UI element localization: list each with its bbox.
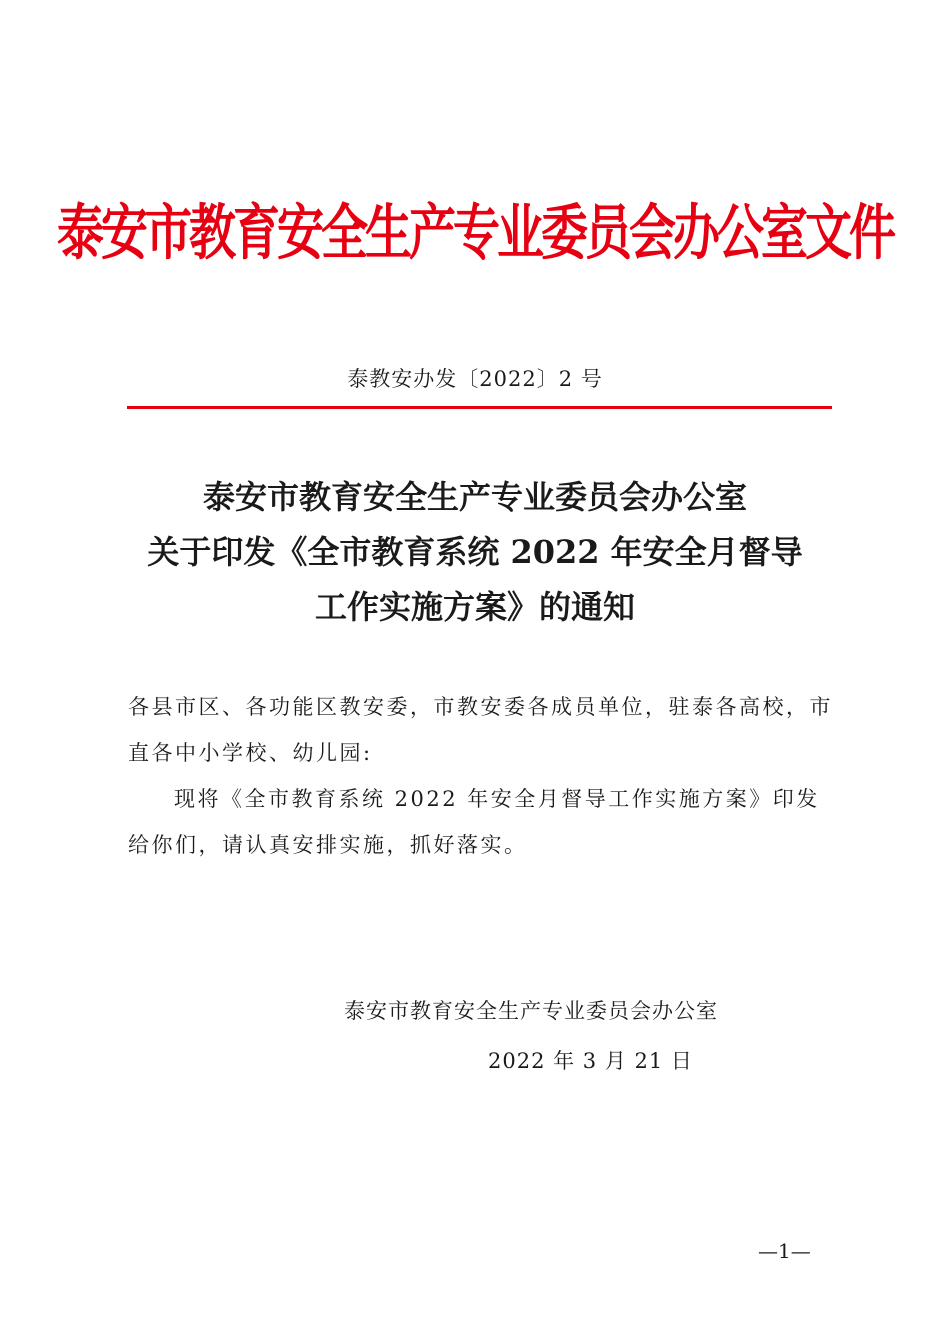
document-title <box>0 470 950 635</box>
recipients-paragraph: 各县市区、各功能区教安委，市教安委各成员单位，驻泰各高校，市直各中小学校、幼儿园: <box>128 695 833 765</box>
document-issuer-header: 泰安市教育安全生产专业委员会办公室文件 <box>57 198 893 269</box>
red-divider-line <box>127 406 832 409</box>
document-number: 泰教安办发〔2022〕2 号 <box>347 367 603 391</box>
document-body <box>128 684 833 868</box>
signature-organization: 泰安市教育安全生产专业委员会办公室 <box>344 999 718 1023</box>
page-number: —1— <box>758 1239 811 1263</box>
title-line-2: 关于印发《全市教育系统 2022 年安全月督导 <box>147 533 803 571</box>
signature-date: 2022 年 3 月 21 日 <box>488 1049 693 1073</box>
title-line-3: 工作实施方案》的通知 <box>314 588 635 626</box>
title-line-1: 泰安市教育安全生产专业委员会办公室 <box>202 478 747 516</box>
notice-paragraph: 现将《全市教育系统 2022 年安全月督导工作实施方案》印发给你们，请认真安排实施，抓好落实。 <box>128 787 820 857</box>
